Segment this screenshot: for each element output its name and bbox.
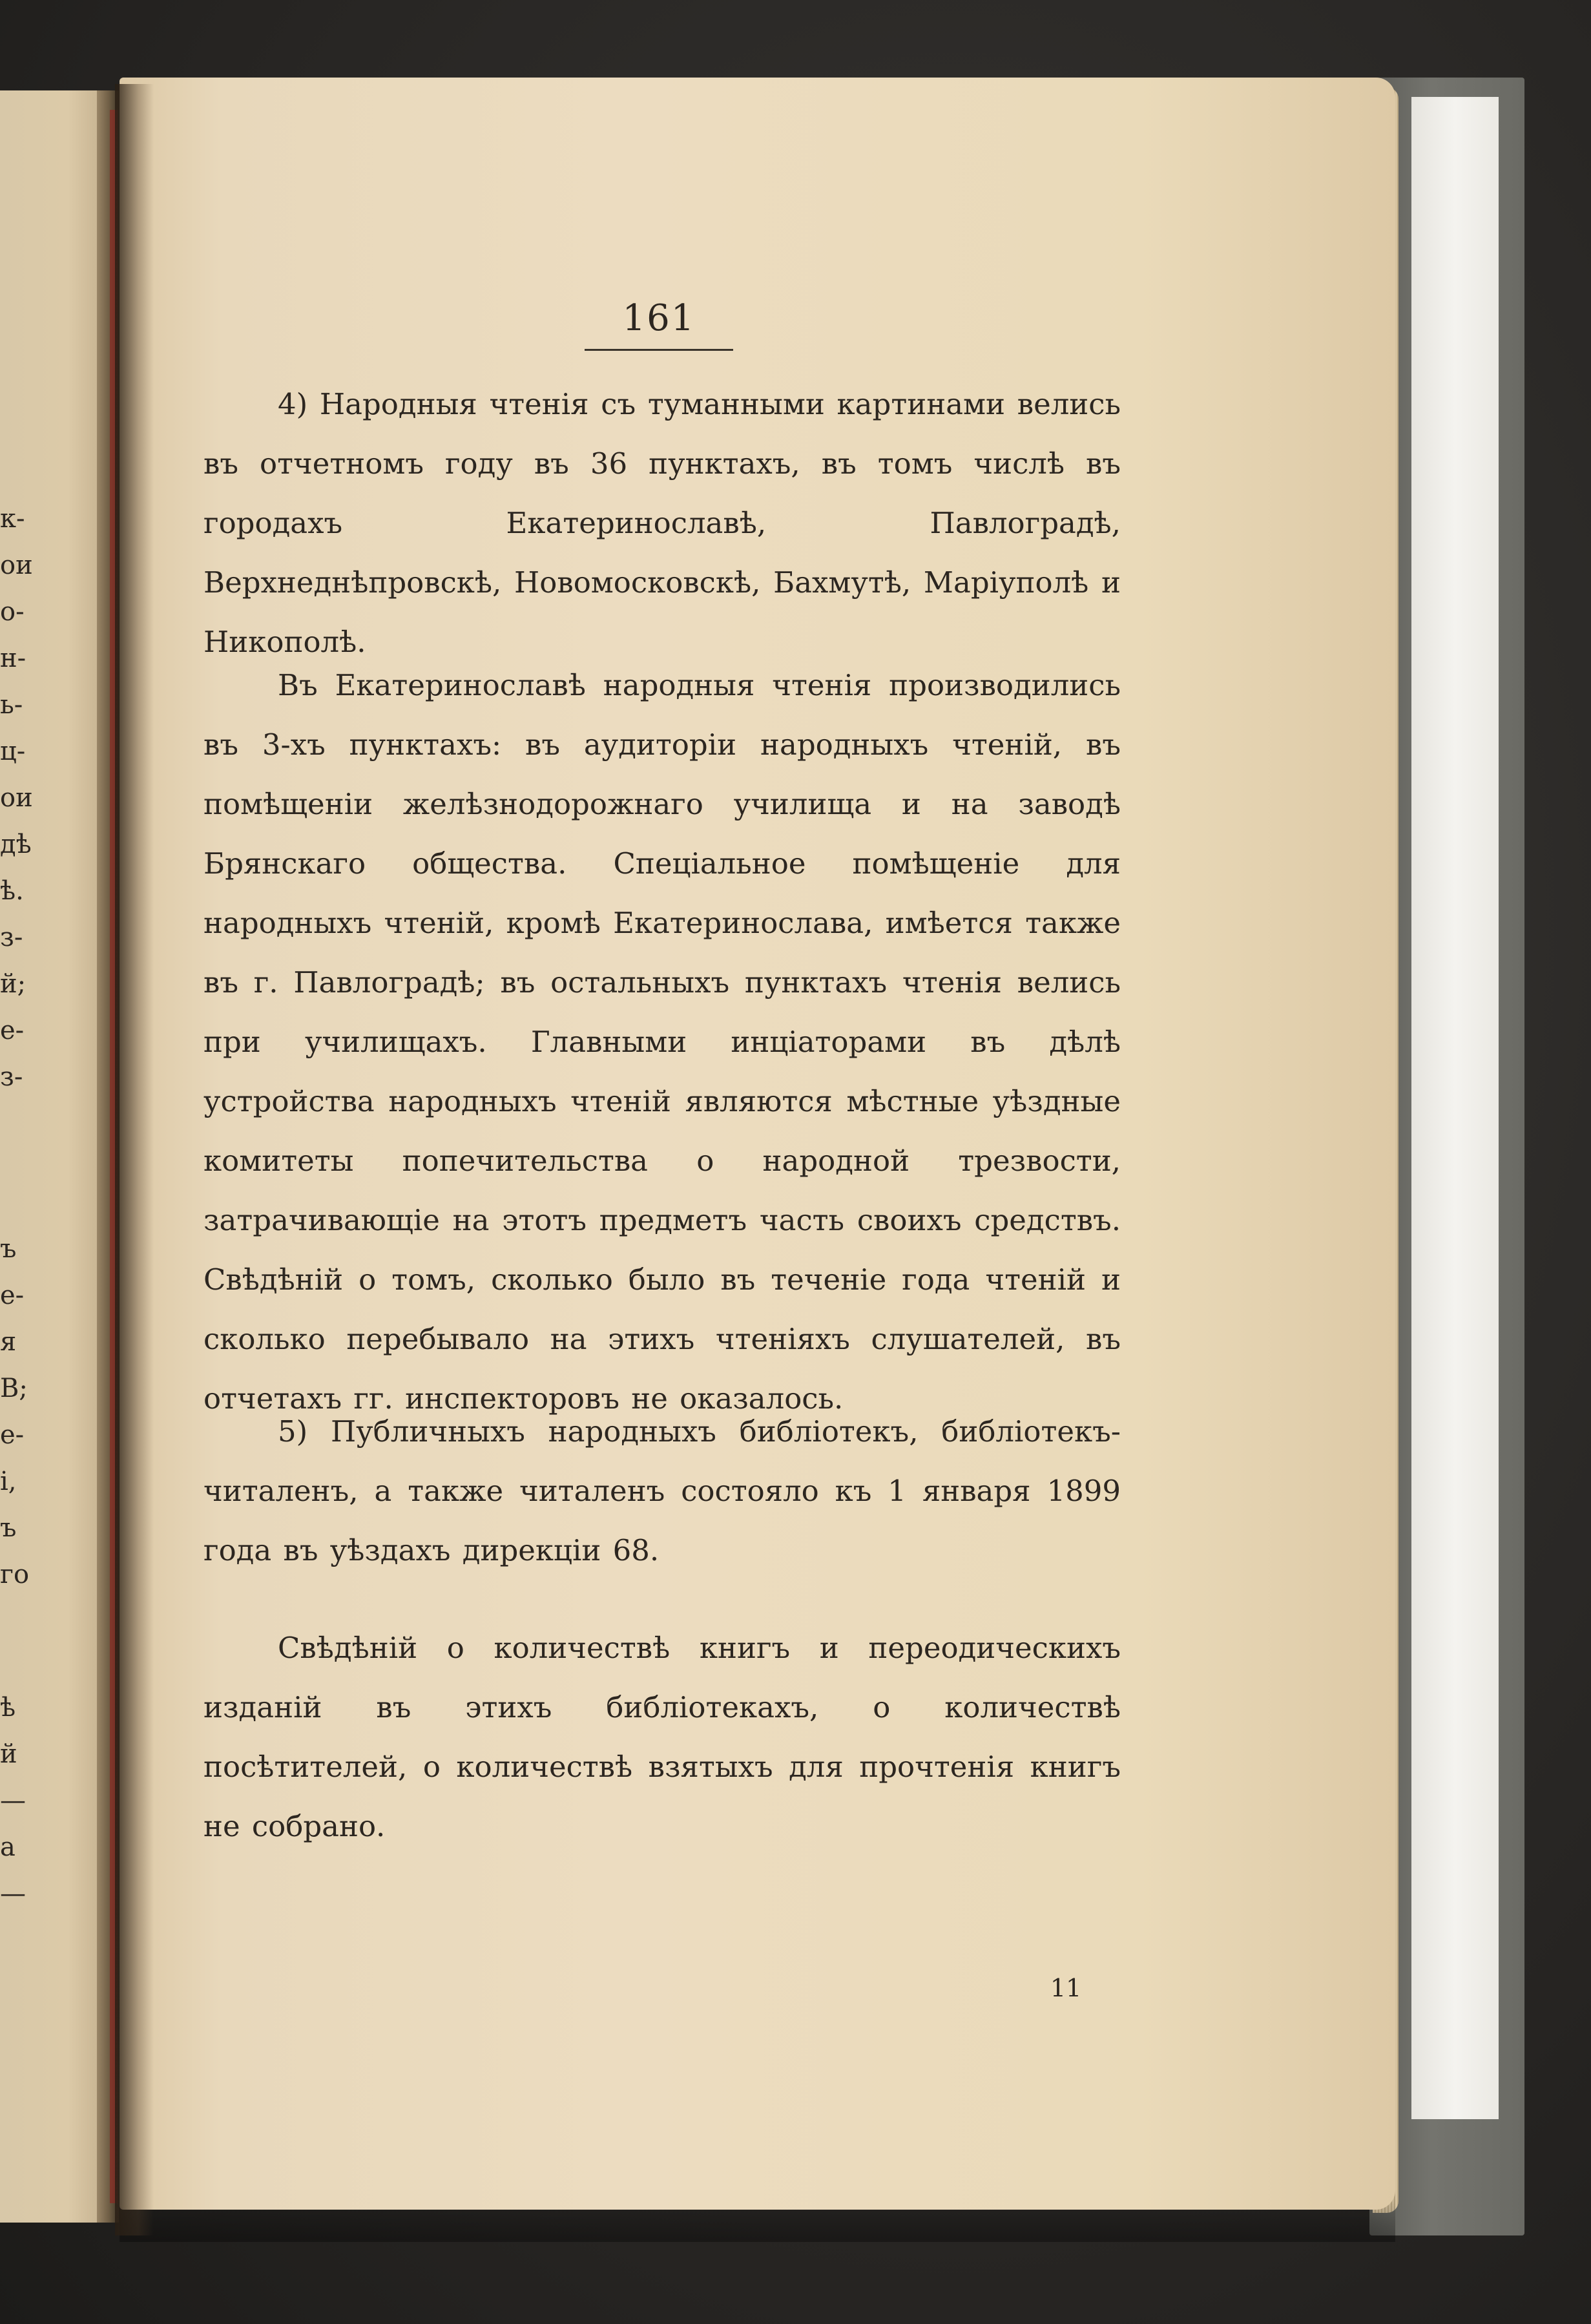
left-fragment: з-	[0, 923, 23, 952]
page-number: 161	[622, 297, 696, 339]
left-fragment: го	[0, 1560, 30, 1589]
paragraph-library-stats: Свѣдѣній о количествѣ книгъ и переодическихъ изданій въ этихъ библіотекахъ, о количествѣ посѣтителей, о количествѣ взятыхъ для прочтенія книгъ не собрано.	[203, 1631, 1121, 1843]
left-fragment: дѣ	[0, 830, 32, 859]
left-fragment: ь-	[0, 690, 23, 720]
left-fragment: я	[0, 1327, 17, 1357]
left-fragment: ц-	[0, 737, 26, 766]
left-fragment: ѣ	[0, 1693, 16, 1722]
page-number-rule	[585, 349, 733, 351]
paragraph-reading-lectures: 4) Народныя чтенія съ туманными картинами велись въ отчетномъ году въ 36 пунктахъ, въ томъ числѣ въ городахъ Екатеринославѣ, Павлоградѣ, Верхнеднѣпровскѣ, Новомосковскѣ, Бахмутѣ, Маріуполѣ и Никополѣ.	[203, 387, 1121, 659]
left-fragment: ѣ.	[0, 876, 24, 906]
left-fragment: н-	[0, 644, 26, 673]
left-fragment: ъ	[0, 1234, 17, 1264]
gutter-shadow	[115, 84, 154, 2235]
left-fragment: —	[0, 1879, 26, 1909]
left-fragment: о-	[0, 597, 25, 627]
left-fragment: ои	[0, 783, 33, 813]
left-fragment: —	[0, 1786, 26, 1816]
left-page-text-column	[0, 90, 97, 2223]
left-fragment: ъ	[0, 1513, 17, 1543]
left-fragment: а	[0, 1832, 16, 1862]
left-fragment: з-	[0, 1062, 23, 1092]
left-fragment: к-	[0, 504, 25, 534]
left-fragment: е-	[0, 1420, 25, 1450]
left-fragment: е-	[0, 1016, 25, 1045]
left-fragment: ои	[0, 550, 33, 580]
signature-mark: 11	[1050, 1974, 1082, 2002]
white-paper-strip	[1411, 97, 1499, 2119]
left-fragment: е-	[0, 1281, 25, 1310]
left-fragment: й;	[0, 969, 26, 999]
left-fragment: В;	[0, 1374, 28, 1403]
left-facing-page	[0, 90, 113, 2223]
left-fragment: й	[0, 1739, 17, 1769]
paragraph-libraries: 5) Публичныхъ народныхъ библіотекъ, библіотекъ-читаленъ, а также читаленъ состояло къ 1 января 1899 года въ уѣздахъ дирекціи 68.	[203, 1414, 1121, 1567]
left-fragment: і,	[0, 1467, 17, 1496]
paragraph-ekaterinoslav: Въ Екатеринославѣ народныя чтенія производились въ 3-хъ пунктахъ: въ аудиторіи народныхъ чтеній, въ помѣщеніи желѣзнодорожнаго училища и на заводѣ Брянскаго общества. Спеціальное помѣщеніе для народныхъ чтеній, кромѣ Екатеринослава, имѣется также въ г. Павлоградѣ; въ остальныхъ пунктахъ чтенія велись при училищахъ. Главными инціаторами въ дѣлѣ устройства народныхъ чтеній являются мѣстные уѣздные комитеты попечительства о народной трезвости, затрачивающіе на этотъ предметъ часть своихъ средствъ. Свѣдѣній о томъ, сколько было въ теченіе года чтеній и сколько перебывало на этихъ чтеніяхъ слушателей, въ отчетахъ гг. инспекторовъ не оказалось.	[203, 668, 1121, 1416]
